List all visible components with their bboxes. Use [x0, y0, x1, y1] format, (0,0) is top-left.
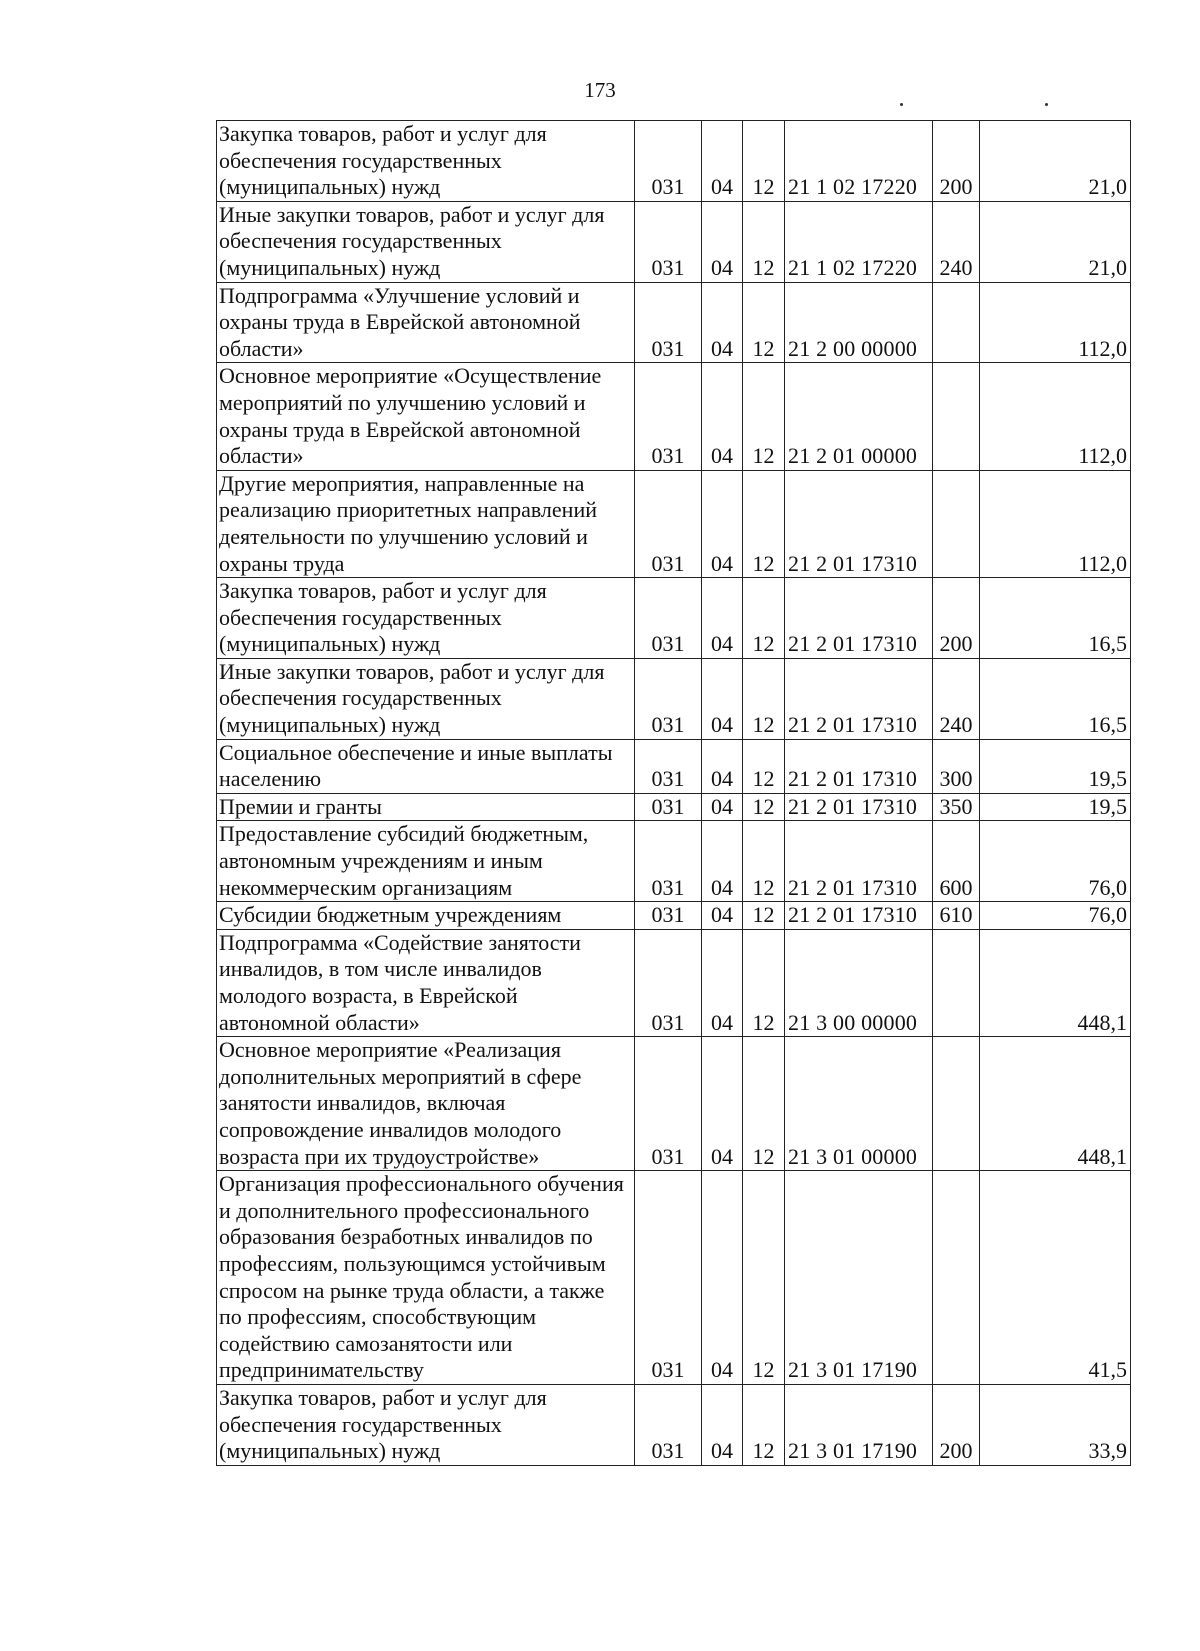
- row-name-cell: Основное мероприятие «Реализация дополнительных мероприятий в сфере занятости инвалидов, включая сопровождение инвалидов молодого возраста при их трудоустройстве»: [217, 1037, 635, 1171]
- row-amount-cell: 448,1: [980, 1037, 1131, 1171]
- table-row: [217, 821, 1131, 902]
- row-grbs-cell: 031: [635, 578, 702, 659]
- row-section-cell: 04: [702, 121, 743, 202]
- row-section-cell: 04: [702, 929, 743, 1036]
- row-expense-type-cell: 350: [933, 793, 980, 821]
- row-subsection-cell: 12: [743, 1037, 785, 1171]
- row-subsection-cell: 12: [743, 929, 785, 1036]
- row-expense-type-cell: 600: [933, 821, 980, 902]
- page-number: 173: [584, 78, 616, 102]
- row-grbs-cell: 031: [635, 282, 702, 363]
- row-expense-type-cell: [933, 929, 980, 1036]
- row-amount-cell: 21,0: [980, 121, 1131, 202]
- row-target-article-cell: 21 3 01 17190: [785, 1171, 933, 1385]
- row-target-article-cell: 21 2 00 00000: [785, 282, 933, 363]
- row-subsection-cell: 12: [743, 739, 785, 793]
- row-subsection-cell: 12: [743, 821, 785, 902]
- row-section-cell: 04: [702, 282, 743, 363]
- row-section-cell: 04: [702, 470, 743, 577]
- row-section-cell: 04: [702, 1037, 743, 1171]
- table-row: [217, 1171, 1131, 1385]
- row-target-article-cell: 21 2 01 17310: [785, 902, 933, 930]
- row-grbs-cell: 031: [635, 1037, 702, 1171]
- table-row: [217, 201, 1131, 282]
- row-grbs-cell: 031: [635, 902, 702, 930]
- row-section-cell: 04: [702, 793, 743, 821]
- row-section-cell: 04: [702, 821, 743, 902]
- row-name-cell: Другие мероприятия, направленные на реализацию приоритетных направлений деятельности по улучшению условий и охраны труда: [217, 470, 635, 577]
- row-expense-type-cell: 610: [933, 902, 980, 930]
- row-amount-cell: 76,0: [980, 821, 1131, 902]
- row-subsection-cell: 12: [743, 1384, 785, 1465]
- row-grbs-cell: 031: [635, 470, 702, 577]
- row-target-article-cell: 21 1 02 17220: [785, 121, 933, 202]
- row-name-cell: Основное мероприятие «Осуществление мероприятий по улучшению условий и охраны труда в Еврейской автономной области»: [217, 363, 635, 470]
- row-expense-type-cell: 240: [933, 201, 980, 282]
- row-expense-type-cell: 300: [933, 739, 980, 793]
- row-target-article-cell: 21 1 02 17220: [785, 201, 933, 282]
- row-target-article-cell: 21 2 01 17310: [785, 658, 933, 739]
- row-section-cell: 04: [702, 578, 743, 659]
- row-grbs-cell: 031: [635, 121, 702, 202]
- row-name-cell: Закупка товаров, работ и услуг для обеспечения государственных (муниципальных) нужд: [217, 578, 635, 659]
- row-expense-type-cell: 200: [933, 1384, 980, 1465]
- row-amount-cell: 41,5: [980, 1171, 1131, 1385]
- row-amount-cell: 448,1: [980, 929, 1131, 1036]
- row-grbs-cell: 031: [635, 739, 702, 793]
- row-expense-type-cell: [933, 1037, 980, 1171]
- row-amount-cell: 19,5: [980, 739, 1131, 793]
- row-subsection-cell: 12: [743, 793, 785, 821]
- row-expense-type-cell: 200: [933, 121, 980, 202]
- row-target-article-cell: 21 2 01 00000: [785, 363, 933, 470]
- row-name-cell: Субсидии бюджетным учреждениям: [217, 902, 635, 930]
- row-grbs-cell: 031: [635, 1171, 702, 1385]
- row-name-cell: Предоставление субсидий бюджетным, автономным учреждениям и иным некоммерческим организациям: [217, 821, 635, 902]
- row-amount-cell: 112,0: [980, 363, 1131, 470]
- row-name-cell: Социальное обеспечение и иные выплаты населению: [217, 739, 635, 793]
- row-expense-type-cell: [933, 1171, 980, 1385]
- row-grbs-cell: 031: [635, 658, 702, 739]
- row-grbs-cell: 031: [635, 201, 702, 282]
- row-amount-cell: 16,5: [980, 578, 1131, 659]
- row-subsection-cell: 12: [743, 470, 785, 577]
- scan-speck: [900, 103, 903, 106]
- row-grbs-cell: 031: [635, 1384, 702, 1465]
- row-grbs-cell: 031: [635, 821, 702, 902]
- row-grbs-cell: 031: [635, 929, 702, 1036]
- row-target-article-cell: 21 2 01 17310: [785, 739, 933, 793]
- row-name-cell: Подпрограмма «Содействие занятости инвалидов, в том числе инвалидов молодого возраста, в Еврейской автономной области»: [217, 929, 635, 1036]
- scan-speck: [1045, 103, 1048, 106]
- table-row: [217, 363, 1131, 470]
- row-name-cell: Премии и гранты: [217, 793, 635, 821]
- row-target-article-cell: 21 2 01 17310: [785, 821, 933, 902]
- row-subsection-cell: 12: [743, 201, 785, 282]
- row-expense-type-cell: [933, 282, 980, 363]
- row-name-cell: Организация профессионального обучения и дополнительного профессионального образования безработных инвалидов по профессиям, пользующимся устойчивым спросом на рынке труда области, а также по профессиям, способствующим содействию самозанятости или предпринимательству: [217, 1171, 635, 1385]
- row-name-cell: Иные закупки товаров, работ и услуг для обеспечения государственных (муниципальных) нужд: [217, 658, 635, 739]
- table-row: [217, 121, 1131, 202]
- row-expense-type-cell: 240: [933, 658, 980, 739]
- row-section-cell: 04: [702, 902, 743, 930]
- row-section-cell: 04: [702, 363, 743, 470]
- row-section-cell: 04: [702, 1384, 743, 1465]
- row-subsection-cell: 12: [743, 658, 785, 739]
- table-row: [217, 902, 1131, 930]
- row-amount-cell: 112,0: [980, 282, 1131, 363]
- row-amount-cell: 16,5: [980, 658, 1131, 739]
- row-target-article-cell: 21 2 01 17310: [785, 470, 933, 577]
- row-section-cell: 04: [702, 658, 743, 739]
- row-subsection-cell: 12: [743, 121, 785, 202]
- table-row: [217, 793, 1131, 821]
- row-target-article-cell: 21 2 01 17310: [785, 793, 933, 821]
- table-row: [217, 929, 1131, 1036]
- table-row: [217, 282, 1131, 363]
- row-amount-cell: 19,5: [980, 793, 1131, 821]
- table-row: [217, 1037, 1131, 1171]
- row-subsection-cell: 12: [743, 363, 785, 470]
- row-target-article-cell: 21 3 01 17190: [785, 1384, 933, 1465]
- row-name-cell: Иные закупки товаров, работ и услуг для обеспечения государственных (муниципальных) нужд: [217, 201, 635, 282]
- row-grbs-cell: 031: [635, 363, 702, 470]
- row-amount-cell: 76,0: [980, 902, 1131, 930]
- table-row: [217, 739, 1131, 793]
- row-amount-cell: 33,9: [980, 1384, 1131, 1465]
- row-target-article-cell: 21 2 01 17310: [785, 578, 933, 659]
- table-body: [217, 121, 1131, 1466]
- table-row: [217, 1384, 1131, 1465]
- row-section-cell: 04: [702, 1171, 743, 1385]
- row-target-article-cell: 21 3 00 00000: [785, 929, 933, 1036]
- row-expense-type-cell: [933, 363, 980, 470]
- row-section-cell: 04: [702, 739, 743, 793]
- table-row: [217, 578, 1131, 659]
- row-amount-cell: 21,0: [980, 201, 1131, 282]
- row-subsection-cell: 12: [743, 902, 785, 930]
- row-expense-type-cell: [933, 470, 980, 577]
- row-name-cell: Закупка товаров, работ и услуг для обеспечения государственных (муниципальных) нужд: [217, 121, 635, 202]
- row-subsection-cell: 12: [743, 282, 785, 363]
- row-subsection-cell: 12: [743, 1171, 785, 1385]
- row-subsection-cell: 12: [743, 578, 785, 659]
- table-row: [217, 470, 1131, 577]
- row-target-article-cell: 21 3 01 00000: [785, 1037, 933, 1171]
- table-row: [217, 658, 1131, 739]
- row-grbs-cell: 031: [635, 793, 702, 821]
- row-expense-type-cell: 200: [933, 578, 980, 659]
- budget-table: [216, 120, 1131, 1466]
- row-amount-cell: 112,0: [980, 470, 1131, 577]
- row-name-cell: Закупка товаров, работ и услуг для обеспечения государственных (муниципальных) нужд: [217, 1384, 635, 1465]
- row-name-cell: Подпрограмма «Улучшение условий и охраны труда в Еврейской автономной области»: [217, 282, 635, 363]
- row-section-cell: 04: [702, 201, 743, 282]
